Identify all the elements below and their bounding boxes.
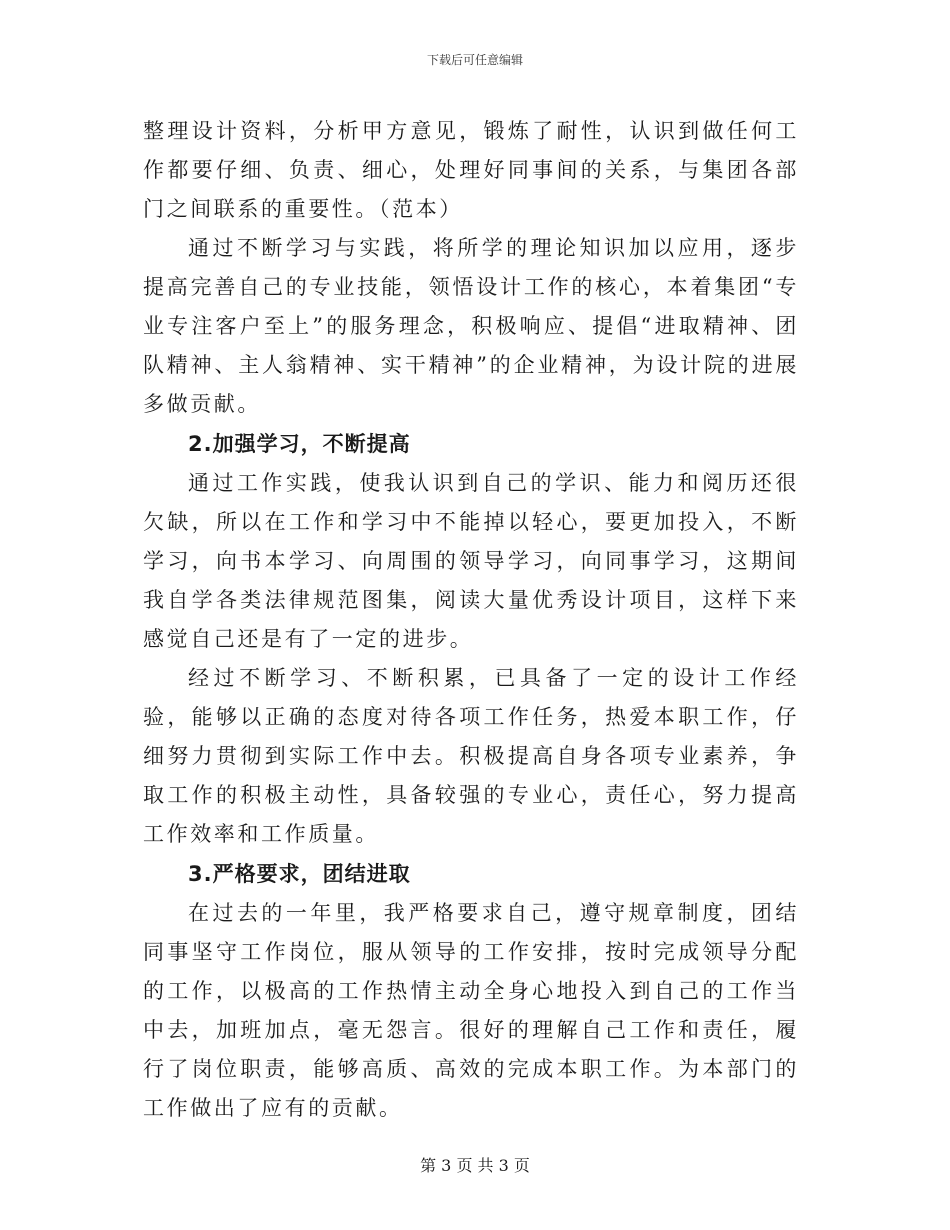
paragraph-work-practice: 通过工作实践，使我认识到自己的学识、能力和阅历还很欠缺，所以在工作和学习中不能掉以轻心，要更加投入，不断学习，向书本学习、向周围的领导学习，向同事学习，这期间我自学各类法律规范图集，阅读大量优秀设计项目，这样下来感觉自己还是有了一定的进步。 [143, 471, 799, 651]
section-heading-discipline: 3.严格要求，团结进取 [188, 862, 411, 886]
paragraph-past-year: 在过去的一年里，我严格要求自己，遵守规章制度，团结同事坚守工作岗位，服从领导的工作安排，按时完成领导分配的工作，以极高的工作热情主动全身心地投入到自己的工作当中去，加班加点，毫无怨言。很好的理解自己工作和责任，履行了岗位职责，能够高质、高效的完成本职工作。为本部门的工作做出了应有的贡献。 [143, 901, 799, 1120]
paragraph-continuation: 整理设计资料，分析甲方意见，锻炼了耐性，认识到做任何工作都要仔细、负责、细心，处理好同事间的关系，与集团各部门之间联系的重要性。（范本） [143, 119, 799, 221]
paragraph-professional-skills: 通过不断学习与实践，将所学的理论知识加以应用，逐步提高完善自己的专业技能，领悟设计工作的核心，本着集团“专业专注客户至上”的服务理念，积极响应、提倡“进取精神、团队精神、主人翁精神、实干精神”的企业精神，为设计院的进展多做贡献。 [143, 236, 799, 416]
paragraph-experience: 经过不断学习、不断积累，已具备了一定的设计工作经验，能够以正确的态度对待各项工作任务，热爱本职工作，仔细努力贯彻到实际工作中去。积极提高自身各项专业素养，争取工作的积极主动性，具备较强的专业心，责任心，努力提高工作效率和工作质量。 [143, 666, 799, 846]
page-number: 第 3 页 共 3 页 [420, 1156, 530, 1175]
page-header: 下载后可任意编辑 [426, 53, 523, 67]
document-body [143, 112, 799, 1128]
section-heading-learning: 2.加强学习，不断提高 [188, 432, 411, 456]
